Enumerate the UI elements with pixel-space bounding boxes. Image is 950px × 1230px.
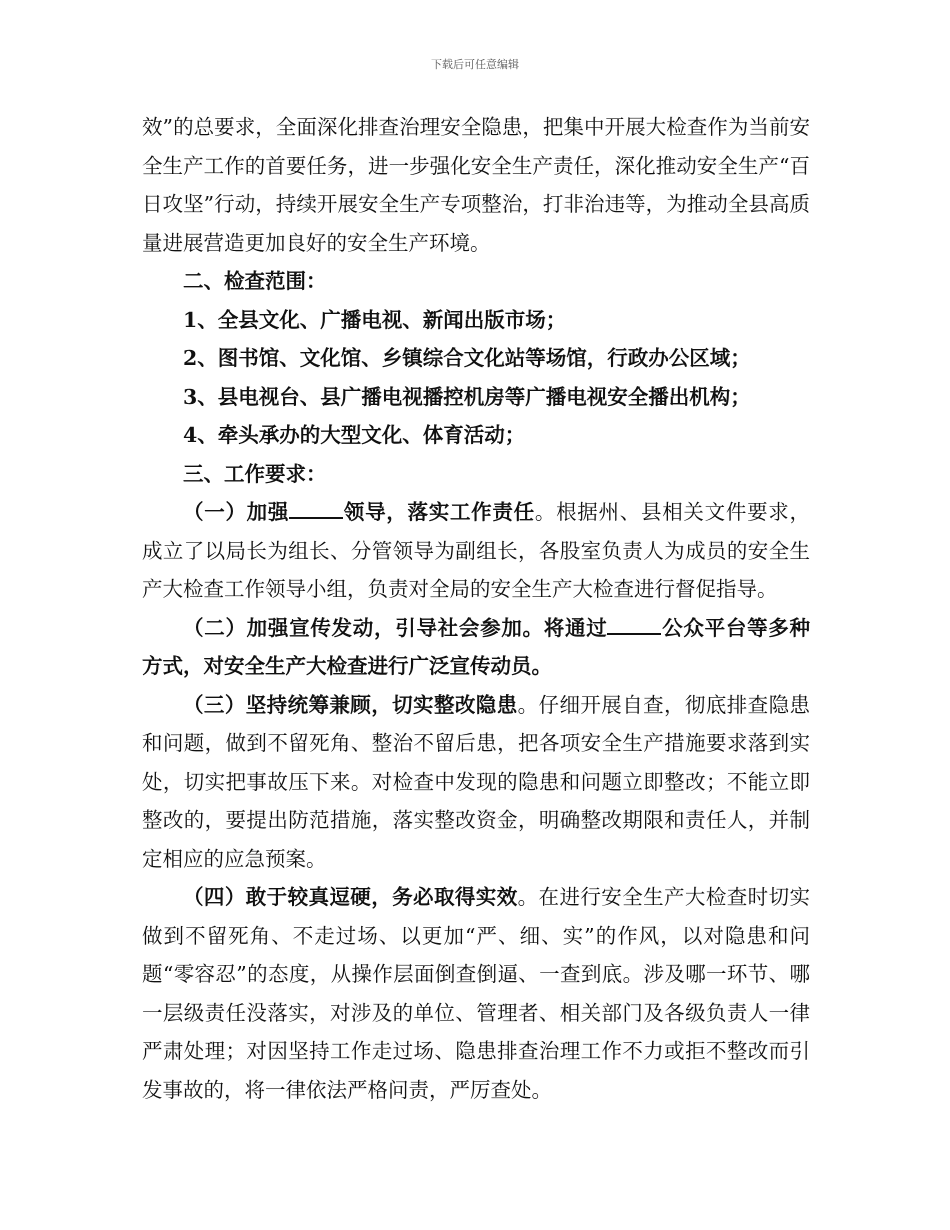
requirement-2-text-a: （二）加强宣传发动，引导社会参加。将通过 <box>183 615 608 640</box>
requirement-1-title-a: （一）加强 <box>183 500 290 524</box>
scope-item-3: 3、县电视台、县广播电视播控机房等广播电视安全播出机构； <box>183 384 751 409</box>
requirement-1 <box>142 493 810 609</box>
requirement-2-text-b: 公众平台等多种方式，对安全生产大检查进行广泛宣传动员。 <box>142 615 811 678</box>
blank-underline <box>289 516 343 519</box>
requirement-3 <box>142 686 810 879</box>
requirement-3-text: 。仔细开展自查，彻底排查隐患和问题，做到不留死角、整治不留后患，把各项安全生产措施要求落到实处，切实把事故压下来。对检查中发现的隐患和问题立即整改；不能立即整改的，要提出防范措施，落实整改资金，明确整改期限和责任人，并制定相应的应急预案。 <box>142 692 811 871</box>
section-heading-requirements: 三、工作要求： <box>183 461 327 486</box>
section-heading-scope: 二、检查范围： <box>183 269 327 293</box>
requirement-4 <box>142 878 810 1109</box>
requirement-1-text: 。根据州、县相关文件要求，成立了以局长为组长、分管领导为副组长，各股室负责人为成员的安全生产大检查工作领导小组，负责对全局的安全生产大检查进行督促指导。 <box>142 500 811 601</box>
scope-item-2: 2、图书馆、文化馆、乡镇综合文化站等场馆，行政办公区域； <box>183 346 751 370</box>
intro-paragraph: 效”的总要求，全面深化排查治理安全隐患，把集中开展大检查作为当前安全生产工作的首要任务，进一步强化安全生产责任，深化推动安全生产“百日攻坚”行动，持续开展安全生产专项整治，打非治违等，为推动全县高质量进展营造更加良好的安全生产环境。 <box>142 115 810 255</box>
requirement-3-title: （三）坚持统筹兼顾，切实整改隐患 <box>183 692 518 717</box>
scope-item-4: 4、牵头承办的大型文化、体育活动； <box>183 423 526 447</box>
blank-underline <box>607 632 661 635</box>
requirement-4-title: （四）敢于较真逗硬，务必取得实效 <box>183 885 518 909</box>
requirement-1-title-b: 领导，落实工作责任 <box>343 500 535 524</box>
requirement-4-text: 。在进行安全生产大检查时切实做到不留死角、不走过场、以更加“严、细、实”的作风，以对隐患和问题“零容忍”的态度，从操作层面倒查倒逼、一查到底。涉及哪一环节、哪一层级责任没落实，对涉及的单位、管理者、相关部门及各级负责人一律严肃处理；对因坚持工作走过场、隐患排查治理工作不力或拒不整改而引发事故的，将一律依法严格问责，严厉查处。 <box>142 885 811 1102</box>
requirement-2 <box>142 609 810 686</box>
page-header: 下载后可任意编辑 <box>431 58 519 71</box>
scope-item-1: 1、全县文化、广播电视、新闻出版市场； <box>183 307 567 332</box>
document-body <box>142 108 810 1109</box>
